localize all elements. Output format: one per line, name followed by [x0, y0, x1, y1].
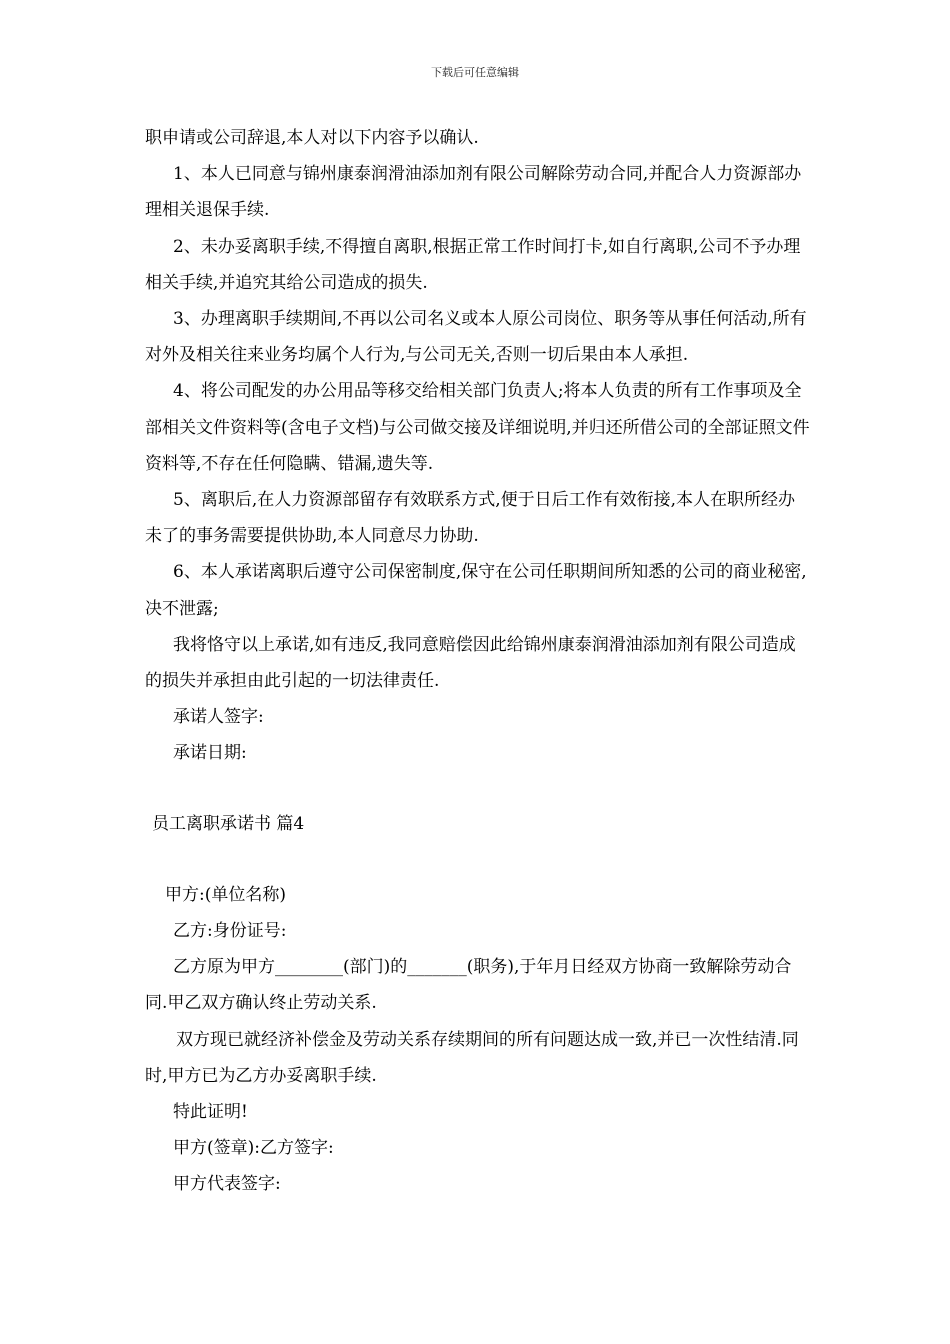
- party-b-line: 乙方:身份证号:: [173, 921, 287, 942]
- seal-line: 甲方(签章):乙方签字:: [173, 1138, 334, 1159]
- clause-6: 6、本人承诺离职后遵守公司保密制度,保守在公司任职期间所知悉的公司的商业秘密,决不泄露;: [145, 562, 807, 619]
- intro-paragraph: 职申请或公司辞退,本人对以下内容予以确认.: [145, 128, 479, 148]
- clause-3: 3、办理离职手续期间,不再以公司名义或本人原公司岗位、职务等从事任何活动,所有对外及相关往来业务均属个人行为,与公司无关,否则一切后果由本人承担.: [145, 309, 807, 366]
- termination-paragraph: 乙方原为甲方________(部门)的_______(职务),于年月日经双方协商一致解除劳动合同.甲乙双方确认终止劳动关系.: [145, 957, 792, 1014]
- date-line: 承诺日期:: [173, 743, 247, 764]
- section-title: 员工离职承诺书 篇4: [152, 813, 305, 834]
- clause-5: 5、离职后,在人力资源部留存有效联系方式,便于日后工作有效衔接,本人在职所经办未了的事务需要提供协助,本人同意尽力协助.: [145, 490, 796, 547]
- page-header-note: 下载后可任意编辑: [431, 66, 519, 79]
- representative-line: 甲方代表签字:: [173, 1174, 281, 1195]
- settlement-paragraph: 双方现已就经济补偿金及劳动关系存续期间的所有问题达成一致,并已一次性结清.同时,甲方已为乙方办妥离职手续.: [145, 1029, 799, 1086]
- pledge-paragraph: 我将恪守以上承诺,如有违反,我同意赔偿因此给锦州康泰润滑油添加剂有限公司造成的损失并承担由此引起的一切法律责任.: [145, 634, 796, 692]
- clause-2: 2、未办妥离职手续,不得擅自离职,根据正常工作时间打卡,如自行离职,公司不予办理相关手续,并追究其给公司造成的损失.: [145, 236, 801, 293]
- party-a-line: 甲方:(单位名称): [165, 884, 286, 905]
- clause-1: 1、本人已同意与锦州康泰润滑油添加剂有限公司解除劳动合同,并配合人力资源部办理相关退保手续.: [145, 164, 802, 221]
- clause-4: 4、将公司配发的办公用品等移交给相关部门负责人;将本人负责的所有工作事项及全部相关文件资料等(含电子文档)与公司做交接及详细说明,并归还所借公司的全部证照文件资料等,不存在任何隐瞒、错漏,遗失等.: [145, 381, 810, 474]
- signature-line: 承诺人签字:: [173, 707, 264, 728]
- certify-line: 特此证明!: [173, 1102, 248, 1123]
- document-body: [145, 120, 810, 1203]
